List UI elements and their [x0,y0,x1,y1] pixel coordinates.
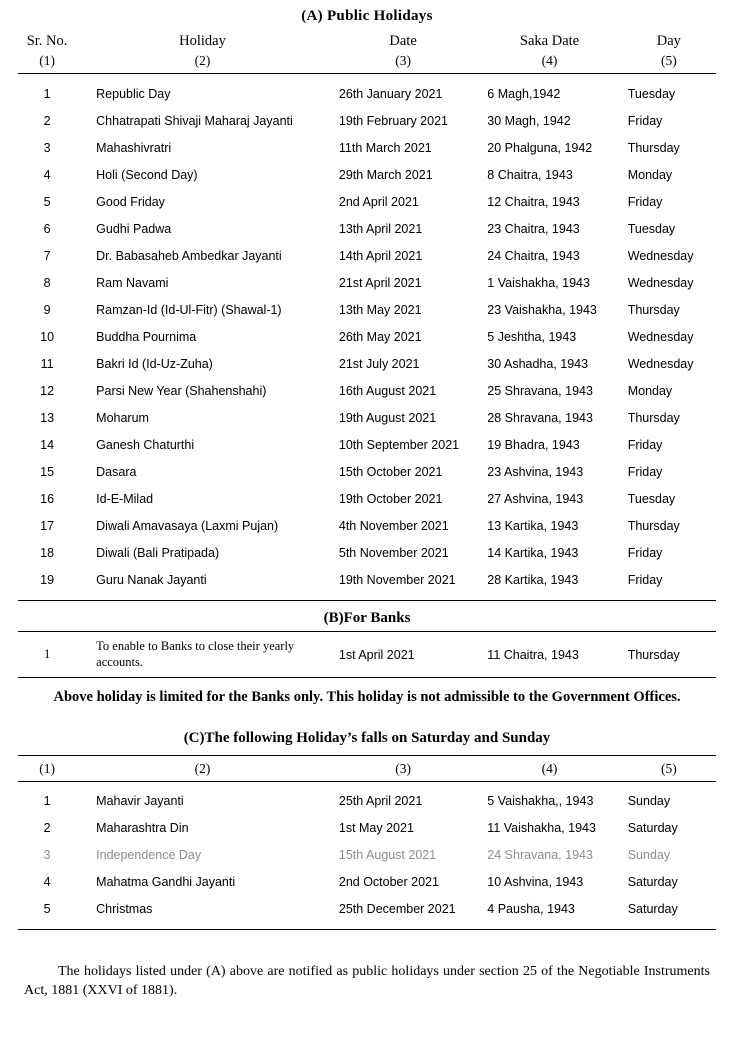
table-row [18,842,716,869]
table-row [18,215,716,242]
cell-saka-date: 10 Ashvina, 1943 [487,875,584,890]
table-row [18,377,716,404]
cell-date: 13th April 2021 [338,221,423,236]
column-number-4: (4) [541,760,558,776]
column-number-row [18,53,716,73]
cell-day: Thursday [627,518,680,533]
table-row [18,632,716,671]
cell-date: 19th October 2021 [338,491,443,506]
cell-holiday: Ramzan-Id (Id-Ul-Fitr) (Shawal-1) [96,302,282,317]
section-c-tag: (C) [183,729,205,746]
cell-date: 13th May 2021 [338,302,422,317]
table-head [18,31,716,80]
cell-sr-no: 9 [43,302,51,317]
column-header-holiday: Holiday [179,33,226,49]
cell-sr-no: 5 [43,902,51,917]
cell-date: 15th August 2021 [338,848,437,863]
table-row [18,323,716,350]
cell-day: Sunday [627,794,671,809]
cell-sr-no: 15 [40,464,55,479]
cell-date: 19th November 2021 [338,572,456,587]
cell-day: Friday [627,464,663,479]
cell-holiday: Gudhi Padwa [96,221,172,236]
cell-day: Wednesday [627,248,694,263]
cell-saka-date: 12 Chaitra, 1943 [487,194,580,209]
cell-saka-date: 6 Magh,1942 [487,86,561,101]
cell-day: Friday [627,113,663,128]
cell-sr-no: 7 [43,248,51,263]
cell-sr-no: 1 [43,86,51,101]
section-b-title-row [18,607,716,631]
cell-holiday: Parsi New Year (Shahenshahi) [96,383,267,398]
section-c-heading: The following Holiday’s falls on Saturday and Sunday [204,729,551,746]
column-number-2: (2) [194,53,211,68]
table-body-section-a [18,80,716,607]
cell-date: 2nd October 2021 [338,875,439,890]
cell-sr-no: 19 [40,572,55,587]
cell-holiday: Dr. Babasaheb Ambedkar Jayanti [96,248,282,263]
cell-day: Wednesday [627,356,694,371]
table-row [18,296,716,323]
cell-date: 4th November 2021 [338,518,449,533]
cell-holiday: Good Friday [96,194,165,209]
cell-holiday: Republic Day [96,86,171,101]
section-a-title [18,8,716,25]
table-row [18,431,716,458]
cell-holiday: Dasara [96,464,137,479]
table-body-section-b [18,607,716,678]
cell-holiday: Holi (Second Day) [96,167,198,182]
table-row [18,869,716,896]
table-row [18,458,716,485]
public-holidays-table [18,31,716,678]
cell-saka-date: 28 Kartika, 1943 [487,572,579,587]
table-row [18,512,716,539]
cell-saka-date: 19 Bhadra, 1943 [487,437,580,452]
cell-holiday: Maharashtra Din [96,821,189,836]
column-number-1: (1) [39,53,55,68]
cell-day: Thursday [627,302,680,317]
cell-sr-no: 2 [43,821,51,836]
table-row [18,404,716,431]
column-number-4: (4) [541,53,558,68]
cell-holiday: Id-E-Milad [96,491,154,506]
cell-sr-no: 6 [43,221,51,236]
cell-date: 19th August 2021 [338,410,437,425]
column-number-1: (1) [39,760,55,776]
cell-saka-date: 14 Kartika, 1943 [487,545,579,560]
weekend-holidays-table [18,755,716,937]
cell-day: Wednesday [627,329,694,344]
table-row [18,188,716,215]
cell-sr-no: 3 [43,140,51,155]
cell-date: 19th February 2021 [338,113,448,128]
cell-date: 1st April 2021 [338,648,415,663]
table-row [18,539,716,566]
cell-day: Saturday [627,875,678,890]
cell-date: 2nd April 2021 [338,194,419,209]
cell-saka-date: 28 Shravana, 1943 [487,410,593,425]
cell-sr-no: 4 [43,167,51,182]
cell-saka-date: 30 Magh, 1942 [487,113,571,128]
cell-date: 11th March 2021 [338,140,432,155]
cell-day: Thursday [627,140,680,155]
cell-sr-no: 18 [40,545,55,560]
cell-day: Thursday [627,648,680,663]
section-c-bottom-rule-row [18,923,716,937]
cell-holiday: Mahavir Jayanti [96,794,184,809]
cell-saka-date: 11 Vaishakha, 1943 [487,821,596,836]
cell-day: Friday [627,572,663,587]
cell-saka-date: 24 Shravana, 1943 [487,848,593,863]
cell-day: Wednesday [627,275,694,290]
table-row [18,242,716,269]
table-row [18,107,716,134]
section-a-heading: Public Holidays [326,8,433,24]
cell-date: 10th September 2021 [338,437,460,452]
cell-saka-date: 13 Kartika, 1943 [487,518,579,533]
cell-day: Tuesday [627,86,676,101]
section-a-bottom-rule [18,593,716,607]
cell-holiday: Guru Nanak Jayanti [96,572,207,587]
section-c-head [18,755,716,788]
section-c-title [18,730,716,747]
table-row [18,566,716,593]
section-c-bottom-rule [18,923,716,937]
cell-day: Friday [627,437,663,452]
cell-sr-no: 12 [40,383,55,398]
cell-date: 25th December 2021 [338,902,456,917]
cell-day: Thursday [627,410,680,425]
cell-saka-date: 23 Vaishakha, 1943 [487,302,597,317]
cell-sr-no: 10 [40,329,55,344]
cell-holiday: Bakri Id (Id-Uz-Zuha) [96,356,213,371]
cell-holiday: Diwali (Bali Pratipada) [96,545,220,560]
table-row [18,350,716,377]
cell-day: Saturday [627,902,678,917]
cell-date: 16th August 2021 [338,383,437,398]
cell-day: Saturday [627,821,678,836]
cell-holiday: Christmas [96,902,153,917]
cell-date: 25th April 2021 [338,794,423,809]
section-c-column-number-row [18,756,716,781]
cell-holiday: Ganesh Chaturthi [96,437,195,452]
cell-saka-date: 25 Shravana, 1943 [487,383,593,398]
cell-holiday: To enable to Banks to close their yearly accounts. [96,639,295,669]
table-row [18,134,716,161]
column-header-date: Date [389,33,417,49]
column-number-3: (3) [395,53,411,68]
cell-sr-no: 1 [43,794,51,809]
cell-saka-date: 20 Phalguna, 1942 [487,140,593,155]
cell-saka-date: 24 Chaitra, 1943 [487,248,580,263]
cell-saka-date: 30 Ashadha, 1943 [487,356,589,371]
table-row [18,80,716,107]
cell-date: 29th March 2021 [338,167,433,182]
cell-saka-date: 1 Vaishakha, 1943 [487,275,590,290]
section-b-bottom-rule [18,671,716,678]
cell-day: Tuesday [627,221,676,236]
section-a-tag: (A) [301,8,323,24]
cell-day: Sunday [627,848,671,863]
cell-saka-date: 23 Ashvina, 1943 [487,464,584,479]
bank-holiday-note: Above holiday is limited for the Banks only. This holiday is not admissible to the Government Offices. [53,689,681,706]
cell-saka-date: 5 Vaishakha,, 1943 [487,794,594,809]
table-row [18,896,716,923]
column-header-day: Day [656,33,681,49]
cell-holiday: Mahashivratri [96,140,172,155]
cell-saka-date: 8 Chaitra, 1943 [487,167,573,182]
cell-sr-no: 2 [43,113,51,128]
column-number-5: (5) [660,53,677,68]
cell-day: Monday [627,383,673,398]
cell-date: 15th October 2021 [338,464,443,479]
column-header-saka-date: Saka Date [519,33,580,49]
table-row [18,161,716,188]
section-b-heading: For Banks [343,610,411,626]
table-body-section-c [18,788,716,937]
column-number-3: (3) [395,760,411,776]
section-b-title [18,607,716,631]
cell-saka-date: 4 Pausha, 1943 [487,902,575,917]
cell-sr-no: 11 [40,356,54,371]
cell-holiday: Moharum [96,410,149,425]
table-row [18,815,716,842]
cell-date: 21st April 2021 [338,275,422,290]
section-b-tag: (B) [323,610,344,626]
cell-saka-date: 27 Ashvina, 1943 [487,491,584,506]
cell-date: 5th November 2021 [338,545,449,560]
section-b-bottom-rule-row [18,671,716,678]
cell-sr-no: 1 [43,647,51,662]
table-row [18,788,716,815]
cell-holiday: Mahatma Gandhi Jayanti [96,875,236,890]
column-number-2: (2) [194,760,211,776]
cell-day: Monday [627,167,673,182]
cell-saka-date: 23 Chaitra, 1943 [487,221,580,236]
column-header-row [18,31,716,53]
cell-sr-no: 3 [43,848,51,863]
cell-date: 14th April 2021 [338,248,423,263]
cell-sr-no: 16 [40,491,55,506]
cell-day: Tuesday [627,491,676,506]
cell-sr-no: 13 [40,410,55,425]
cell-sr-no: 17 [40,518,55,533]
cell-date: 1st May 2021 [338,821,414,836]
cell-sr-no: 5 [43,194,51,209]
cell-holiday: Ram Navami [96,275,169,290]
cell-holiday: Buddha Pournima [96,329,197,344]
table-row [18,485,716,512]
section-a-bottom-rule-row [18,593,716,607]
cell-sr-no: 14 [40,437,55,452]
table-row [18,269,716,296]
cell-holiday: Independence Day [96,848,202,863]
cell-holiday: Chhatrapati Shivaji Maharaj Jayanti [96,113,293,128]
cell-date: 21st July 2021 [338,356,420,371]
cell-sr-no: 4 [43,875,51,890]
cell-sr-no: 8 [43,275,51,290]
footer-note: The holidays listed under (A) above are notified as public holidays under section 25 of the Negotiable Instruments Act, 1881 (XXVI of 1881). [24,963,710,998]
cell-day: Friday [627,545,663,560]
cell-date: 26th May 2021 [338,329,422,344]
column-number-5: (5) [660,760,677,776]
cell-saka-date: 5 Jeshtha, 1943 [487,329,577,344]
cell-day: Friday [627,194,663,209]
cell-saka-date: 11 Chaitra, 1943 [487,648,579,663]
cell-holiday: Diwali Amavasaya (Laxmi Pujan) [96,518,279,533]
cell-date: 26th January 2021 [338,86,443,101]
column-header-sr-no: Sr. No. [26,33,68,49]
